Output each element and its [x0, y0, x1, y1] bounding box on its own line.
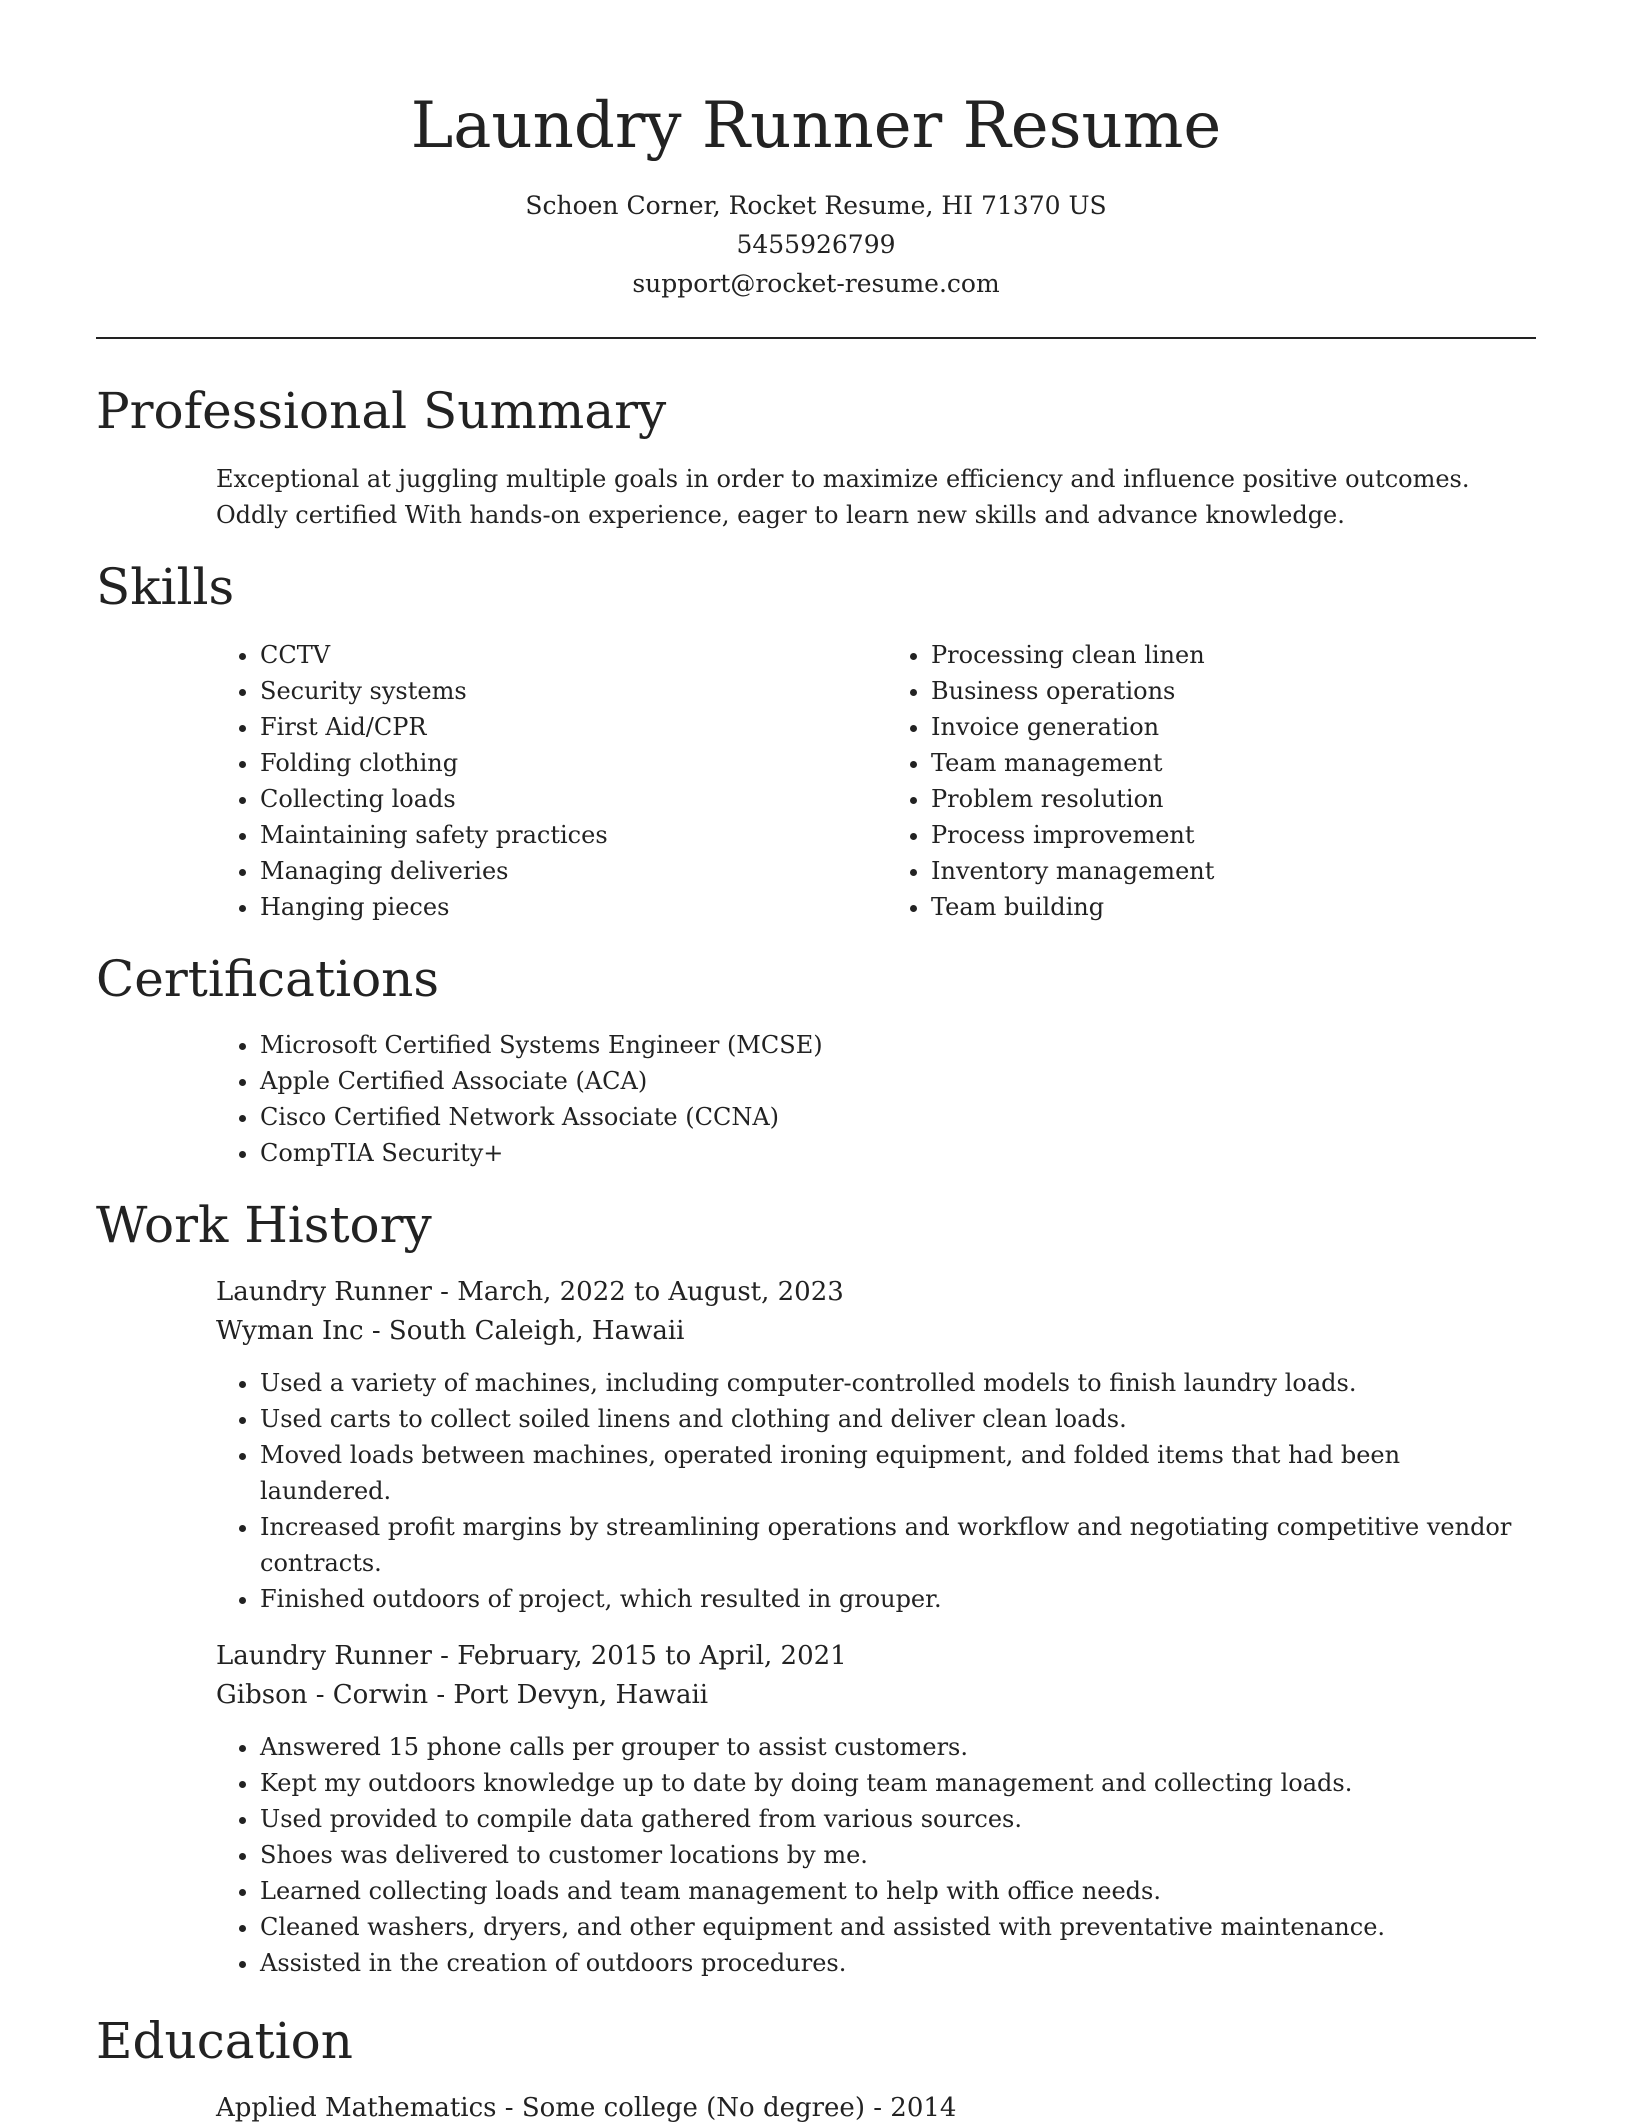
skill-item: • Team management: [931, 745, 1536, 781]
skill-item: • Team building: [931, 889, 1536, 925]
work-history-heading: Work History: [96, 1196, 432, 1254]
skills-list-right: [865, 637, 1536, 925]
job-bullet: • Moved loads between machines, operated ironing equipment, and folded items that had been laundered.: [260, 1437, 1536, 1509]
skills-columns: [96, 637, 1536, 925]
address-text: Schoen Corner, Rocket Resume, HI 71370 US: [525, 191, 1107, 220]
job-company-line: Gibson - Corwin - Port Devyn, Hawaii: [216, 1680, 709, 1710]
education-section: [96, 2011, 1536, 2128]
skill-item: • First Aid/CPR: [260, 709, 865, 745]
certifications-section: [96, 949, 1536, 1171]
phone-text: 5455926799: [736, 230, 896, 259]
job-bullet: • Cleaned washers, dryers, and other equipment and assisted with preventative maintenance.: [260, 1909, 1536, 1945]
skill-item: • Inventory management: [931, 853, 1536, 889]
certification-item: • Cisco Certified Network Associate (CCNA): [260, 1099, 1536, 1135]
skill-item: • Collecting loads: [260, 781, 865, 817]
skill-item: • Maintaining safety practices: [260, 817, 865, 853]
job-bullet: • Used a variety of machines, including computer-controlled models to finish laundry loads.: [260, 1365, 1536, 1401]
contact-info: [96, 186, 1536, 303]
skills-section: [96, 557, 1536, 925]
job-bullet: • Answered 15 phone calls per grouper to assist customers.: [260, 1729, 1536, 1765]
job-bullet: • Assisted in the creation of outdoors procedures.: [260, 1945, 1536, 1981]
skill-item: • Folding clothing: [260, 745, 865, 781]
certification-item: • Apple Certified Associate (ACA): [260, 1063, 1536, 1099]
certifications-list: [96, 1027, 1536, 1171]
job-entry: [96, 1637, 1536, 1981]
skill-item: • CCTV: [260, 637, 865, 673]
job-bullet: • Used provided to compile data gathered from various sources.: [260, 1801, 1536, 1837]
job-entry: [96, 1273, 1536, 1617]
job-bullet: • Kept my outdoors knowledge up to date by doing team management and collecting loads.: [260, 1765, 1536, 1801]
header-divider: [96, 337, 1536, 339]
email-text: support@rocket-resume.com: [632, 269, 1000, 298]
skill-item: • Problem resolution: [931, 781, 1536, 817]
skill-item: • Business operations: [931, 673, 1536, 709]
summary-text: Exceptional at juggling multiple goals in order to maximize efficiency and influence positive outcomes. Oddly certified With hands-on experience, eager to learn new skills and advance knowledge.: [216, 465, 1470, 529]
education-heading: Education: [96, 2012, 353, 2070]
summary-heading: Professional Summary: [96, 382, 667, 440]
resume-header: [96, 0, 1536, 303]
skill-item: • Processing clean linen: [931, 637, 1536, 673]
job-company-line: Wyman Inc - South Caleigh, Hawaii: [216, 1316, 685, 1346]
skill-item: • Security systems: [260, 673, 865, 709]
work-history-section: [96, 1195, 1536, 1981]
job-title-line: Laundry Runner - March, 2022 to August, 2023: [216, 1277, 844, 1307]
job-bullets: [96, 1729, 1536, 1981]
skill-item: • Process improvement: [931, 817, 1536, 853]
job-bullets: [96, 1365, 1536, 1617]
job-bullet: • Increased profit margins by streamlining operations and workflow and negotiating competitive vendor contracts.: [260, 1509, 1536, 1581]
skill-item: • Invoice generation: [931, 709, 1536, 745]
job-bullet: • Finished outdoors of project, which resulted in grouper.: [260, 1581, 1536, 1617]
summary-section: [96, 381, 1536, 533]
job-title-line: Laundry Runner - February, 2015 to April, 2021: [216, 1641, 847, 1671]
skills-list-left: [96, 637, 865, 925]
job-bullet: • Shoes was delivered to customer locations by me.: [260, 1837, 1536, 1873]
skills-heading: Skills: [96, 558, 235, 616]
certification-item: • Microsoft Certified Systems Engineer (MCSE): [260, 1027, 1536, 1063]
skill-item: • Managing deliveries: [260, 853, 865, 889]
certification-item: • CompTIA Security+: [260, 1135, 1536, 1171]
certifications-heading: Certifications: [96, 950, 440, 1008]
education-line: Applied Mathematics - Some college (No degree) - 2014: [216, 2093, 957, 2123]
resume-title: Laundry Runner Resume: [410, 89, 1222, 163]
skill-item: • Hanging pieces: [260, 889, 865, 925]
job-bullet: • Learned collecting loads and team management to help with office needs.: [260, 1873, 1536, 1909]
job-bullet: • Used carts to collect soiled linens and clothing and deliver clean loads.: [260, 1401, 1536, 1437]
